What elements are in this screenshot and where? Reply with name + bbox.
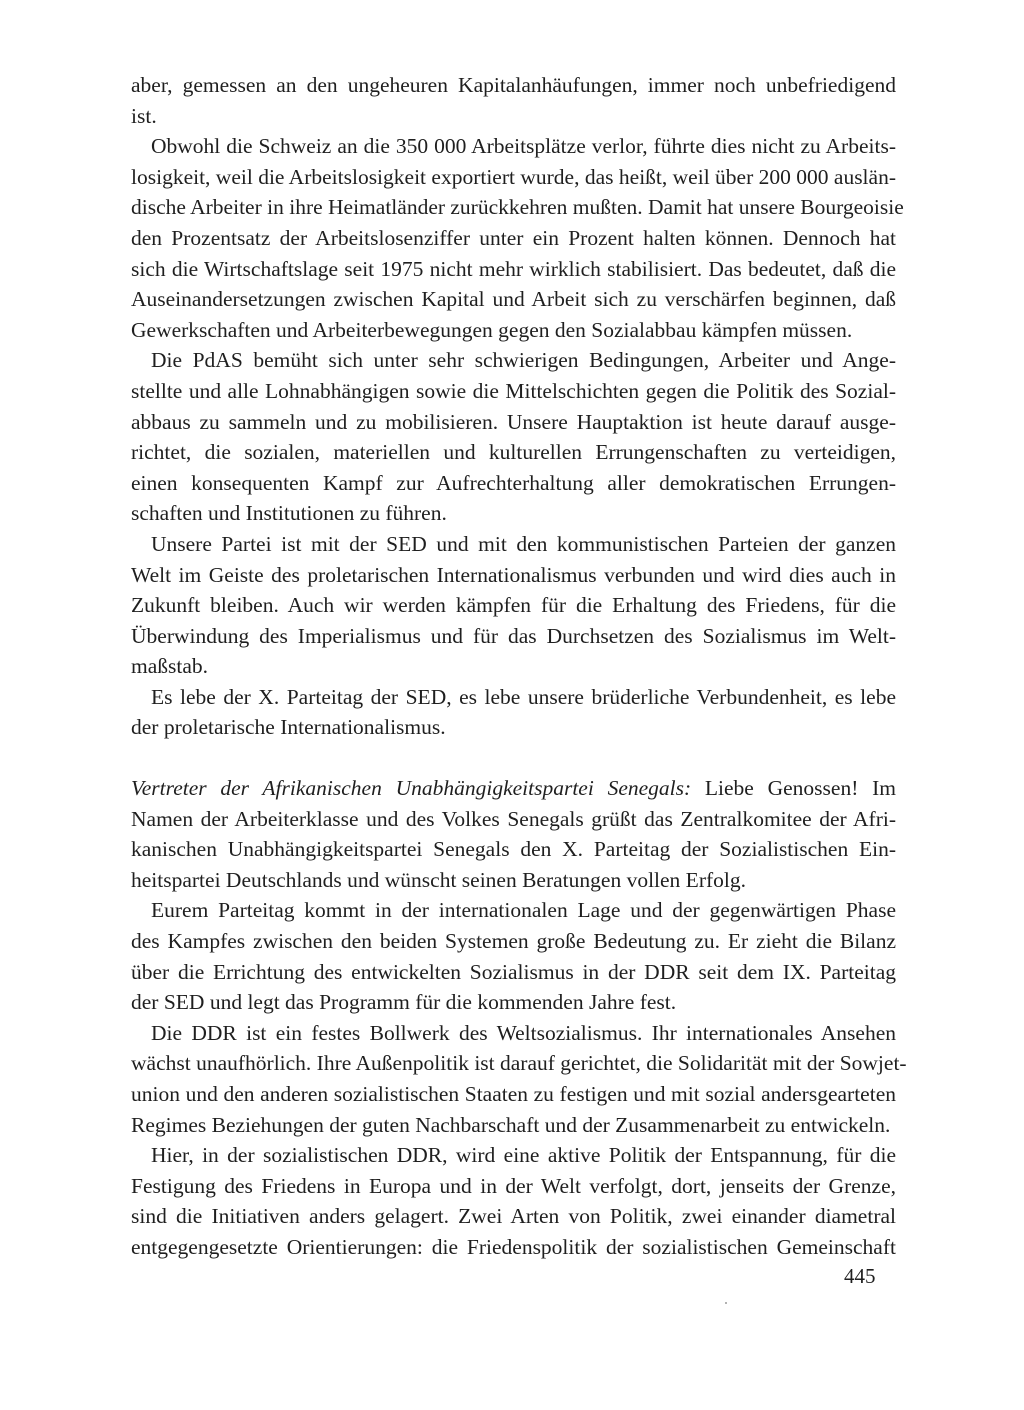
text-line: ist. [131,103,157,128]
text-line: heitspartei Deutschlands und wünscht seinen Beratungen vollen Erfolg. [131,867,746,892]
text-line: aber, gemessen an den ungeheuren Kapitalanhäufungen, immer noch unbefriedigend [131,73,896,97]
text-line: Hier, in der sozialistischen DDR, wird eine aktive Politik der Entspannung, für die [151,1143,896,1168]
page-number: 445 [844,1264,876,1288]
text-line: union und den anderen sozialistischen Staaten zu festigen und mit sozial andersgearteten [131,1082,896,1106]
text-line: Regimes Beziehungen der guten Nachbarschaft und der Zusammenarbeit zu entwickeln. [131,1112,891,1137]
text-line: Obwohl die Schweiz an die 350 000 Arbeitsplätze verlor, führte dies nicht zu Arbeits- [151,134,896,159]
text-line: Die PdAS bemüht sich unter sehr schwierigen Bedingungen, Arbeiter und Ange- [151,348,896,373]
speech-paragraph [131,1018,907,1140]
text-line: über die Errichtung des entwickelten Sozialismus in der DDR seit dem IX. Parteitag [131,959,896,984]
paragraph [131,345,896,529]
paragraph [131,70,896,131]
text-line: losigkeit, weil die Arbeitslosigkeit exportiert wurde, das heißt, weil über 200 000 auslän- [131,164,896,189]
text-line: Unsere Partei ist mit der SED und mit den kommunistischen Parteien der ganzen [151,531,896,556]
text-line: den Prozentsatz der Arbeitslosenziffer unter ein Prozent halten können. Dennoch hat [131,225,896,250]
text-line: Überwindung des Imperialismus und für das Durchsetzen des Sozialismus im Welt- [131,623,896,648]
text-line: der SED und legt das Programm für die kommenden Jahre fest. [131,990,677,1015]
speech-paragraph [131,895,896,1017]
text-line: sind die Initiativen anders gelagert. Zwei Arten von Politik, zwei einander diametral [131,1204,896,1229]
text-line: Zukunft bleiben. Auch wir werden kämpfen für die Erhaltung des Friedens, für die [131,593,896,618]
text-line [131,773,896,804]
section-gap [131,743,896,773]
text-line: Es lebe der X. Parteitag der SED, es lebe unsere brüderliche Verbundenheit, es lebe [151,684,896,709]
speech-paragraph [131,1140,896,1262]
text-line: des Kampfes zwischen den beiden Systemen große Bedeutung zu. Er zieht die Bilanz [131,929,896,954]
page-body [131,70,907,1263]
text-line: dische Arbeiter in ihre Heimatländer zurückkehren mußten. Damit hat unsere Bourgeoisie [131,195,904,220]
text-line: abbaus zu sammeln und zu mobilisieren. Unsere Hauptaktion ist heute darauf ausge- [131,409,896,434]
text-line: schaften und Institutionen zu führen. [131,501,447,526]
text-line: der proletarische Internationalismus. [131,715,446,740]
text-line: richtet, die sozialen, materiellen und kulturellen Errungenschaften zu verteidigen, [131,440,896,465]
text-line: Die DDR ist ein festes Bollwerk des Weltsozialismus. Ihr internationales Ansehen [151,1020,896,1045]
text-line: maßstab. [131,654,209,679]
text-line: Welt im Geiste des proletarischen Internationalismus verbunden und wird dies auch in [131,562,896,587]
scan-speck [725,1302,727,1304]
text-line: Festigung des Friedens in Europa und in der Welt verfolgt, dort, jenseits der Grenze, [131,1173,896,1198]
text-line: Auseinandersetzungen zwischen Kapital und Arbeit sich zu verschärfen beginnen, daß [131,287,896,312]
paragraph [131,682,896,743]
speech-opening: Liebe Genossen! Im [691,776,896,801]
text-line: Gewerkschaften und Arbeiterbewegungen gegen den Sozialabbau kämpfen müssen. [131,317,853,342]
text-line: entgegengesetzte Orientierungen: die Friedenspolitik der sozialistischen Gemeinschaft [131,1234,896,1259]
speaker-name: Vertreter der Afrikanischen Unabhängigkeitspartei Senegals: [131,776,692,801]
text-line: sich die Wirtschaftslage seit 1975 nicht mehr wirklich stabilisiert. Das bedeutet, daß die [131,256,896,281]
text-line: kanischen Unabhängigkeitspartei Senegals den X. Parteitag der Sozialistischen Ein- [131,837,896,862]
paragraph [131,131,904,345]
text-line: einen konsequenten Kampf zur Aufrechterhaltung aller demokratischen Errungen- [131,470,896,495]
text-line: Eurem Parteitag kommt in der internationalen Lage und der gegenwärtigen Phase [151,898,896,923]
speech-paragraph [131,773,896,895]
text-line: wächst unaufhörlich. Ihre Außenpolitik ist darauf gerichtet, die Solidarität mit der Sowjet- [131,1051,907,1076]
text-line: stellte und alle Lohnabhängigen sowie die Mittelschichten gegen die Politik des Sozial- [131,378,896,403]
text-line: Namen der Arbeiterklasse und des Volkes Senegals grüßt das Zentralkomitee der Afri- [131,806,896,831]
paragraph [131,529,896,682]
